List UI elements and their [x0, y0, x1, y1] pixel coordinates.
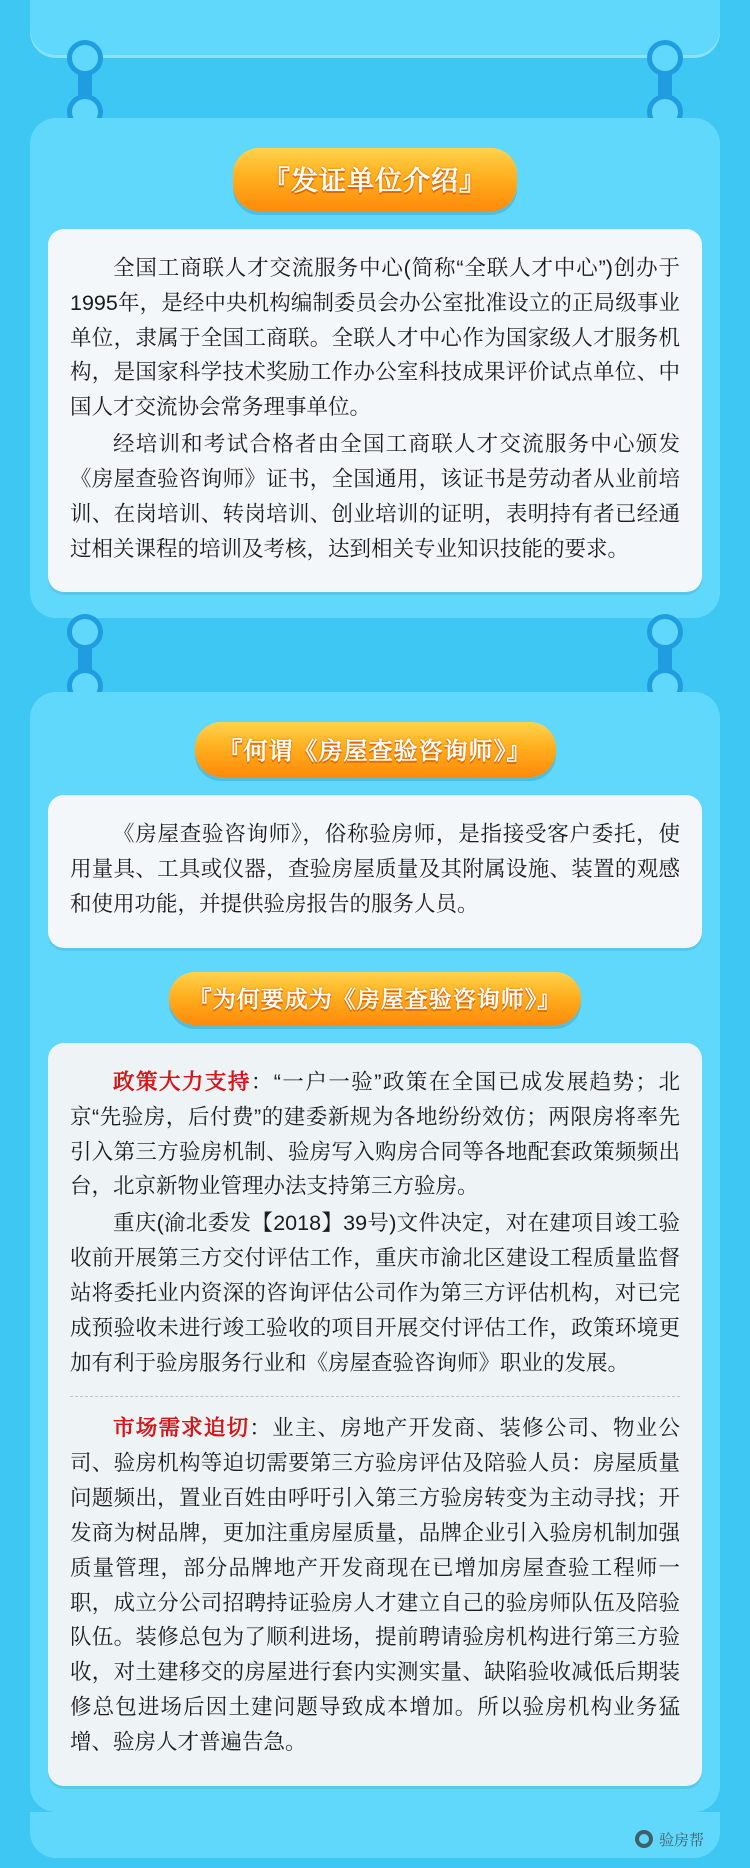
section-3-card — [48, 1043, 702, 1786]
policy-support-paragraph-2: 重庆(渝北委发【2018】39号)文件决定，对在建项目竣工验收前开展第三方交付评估工作，重庆市渝北区建设工程质量监督站将委托业内资深的咨询评估公司作为第三方评估机构，对已完成预验收未进行竣工验收的项目开展交付评估工作，政策环境更加有利于验房服务行业和《房屋查验咨询师》职业的发展。 — [70, 1211, 680, 1375]
section-2-paragraph-1: 《房屋查验咨询师》，俗称验房师，是指接受客户委托，使用量具、工具或仪器，查验房屋质量及其附属设施、装置的观感和使用功能，并提供验房报告的服务人员。 — [70, 822, 680, 917]
panel-gap-1 — [0, 618, 750, 632]
watermark — [635, 1829, 704, 1850]
market-demand-body: ：业主、房地产开发商、装修公司、物业公司、验房机构等迫切需要第三方验房评估及陪验人员：房屋质量问题频出，置业百姓由呼吁引入第三方验房转变为主动寻找；开发商为树品牌，更加注重房屋质量，品牌企业引入验房机制加强质量管理，部分品牌地产开发商现在已增加房屋查验工程师一职，成立分公司招聘持证验房人才建立自己的验房师队伍及陪验队伍。装修总包为了顺利进场，提前聘请验房机构进行第三方验收，对土建移交的房屋进行套内实测实量、缺陷验收减低后期装修总包进场后因土建问题导致成本增加。所以验房机构业务猛增、验房人才普遍告急。 — [70, 1416, 680, 1754]
hanger-bars-middle — [30, 632, 720, 692]
section-2-heading: 『何谓《房屋查验咨询师》』 — [195, 722, 556, 777]
section-3-heading-wrap — [48, 972, 702, 1025]
content-divider — [70, 1396, 680, 1397]
circle-logo-icon — [635, 1830, 653, 1848]
section-definition-and-reasons — [30, 692, 720, 1811]
page-footer — [30, 1812, 720, 1858]
hanger-right-icon-2 — [658, 626, 672, 692]
policy-support-lead: 政策大力支持 — [113, 1069, 251, 1094]
section-1-paragraph-2: 经培训和考试合格者由全国工商联人才交流服务中心颁发《房屋查验咨询师》证书，全国通用，该证书是劳动者从业前培训、在岗培训、转岗培训、创业培训的证明，表明持有者已经通过相关课程的培训及考核，达到相关专业知识技能的要求。 — [70, 432, 680, 561]
market-demand-lead: 市场需求迫切 — [113, 1416, 250, 1441]
hanger-left-icon — [78, 52, 92, 118]
section-1-heading: 『发证单位介绍』 — [233, 148, 517, 211]
section-1-heading-wrap — [48, 148, 702, 211]
top-decorative-panel — [30, 0, 720, 58]
section-2-heading-wrap — [48, 722, 702, 777]
policy-support-body: ：“一户一验”政策在全国已成发展趋势；北京“先验房，后付费”的建委新规为各地纷纷效仿；两限房将率先引入第三方验房机制、验房写入购房合同等各地配套政策频频出台，北京新物业管理办法支持第三方验房。 — [70, 1069, 680, 1199]
policy-support-paragraph — [70, 1065, 680, 1204]
section-3-heading: 『为何要成为《房屋查验咨询师》』 — [169, 972, 582, 1025]
section-2-card — [48, 795, 702, 947]
bottom-padding — [0, 1858, 750, 1868]
hanger-bars-top — [30, 58, 720, 118]
section-issuing-organization — [30, 118, 720, 618]
section-1-card — [48, 229, 702, 592]
hanger-left-icon-2 — [78, 626, 92, 692]
hanger-right-icon — [658, 52, 672, 118]
section-1-paragraph-1: 全国工商联人才交流服务中心(简称“全联人才中心”)创办于1995年，是经中央机构编制委员会办公室批准设立的正局级事业单位，隶属于全国工商联。全联人才中心作为国家级人才服务机构，是国家科学技术奖励工作办公室科技成果评价试点单位、中国人才交流协会常务理事单位。 — [70, 256, 680, 420]
watermark-label: 验房帮 — [658, 1831, 704, 1849]
market-demand-paragraph — [70, 1411, 680, 1759]
